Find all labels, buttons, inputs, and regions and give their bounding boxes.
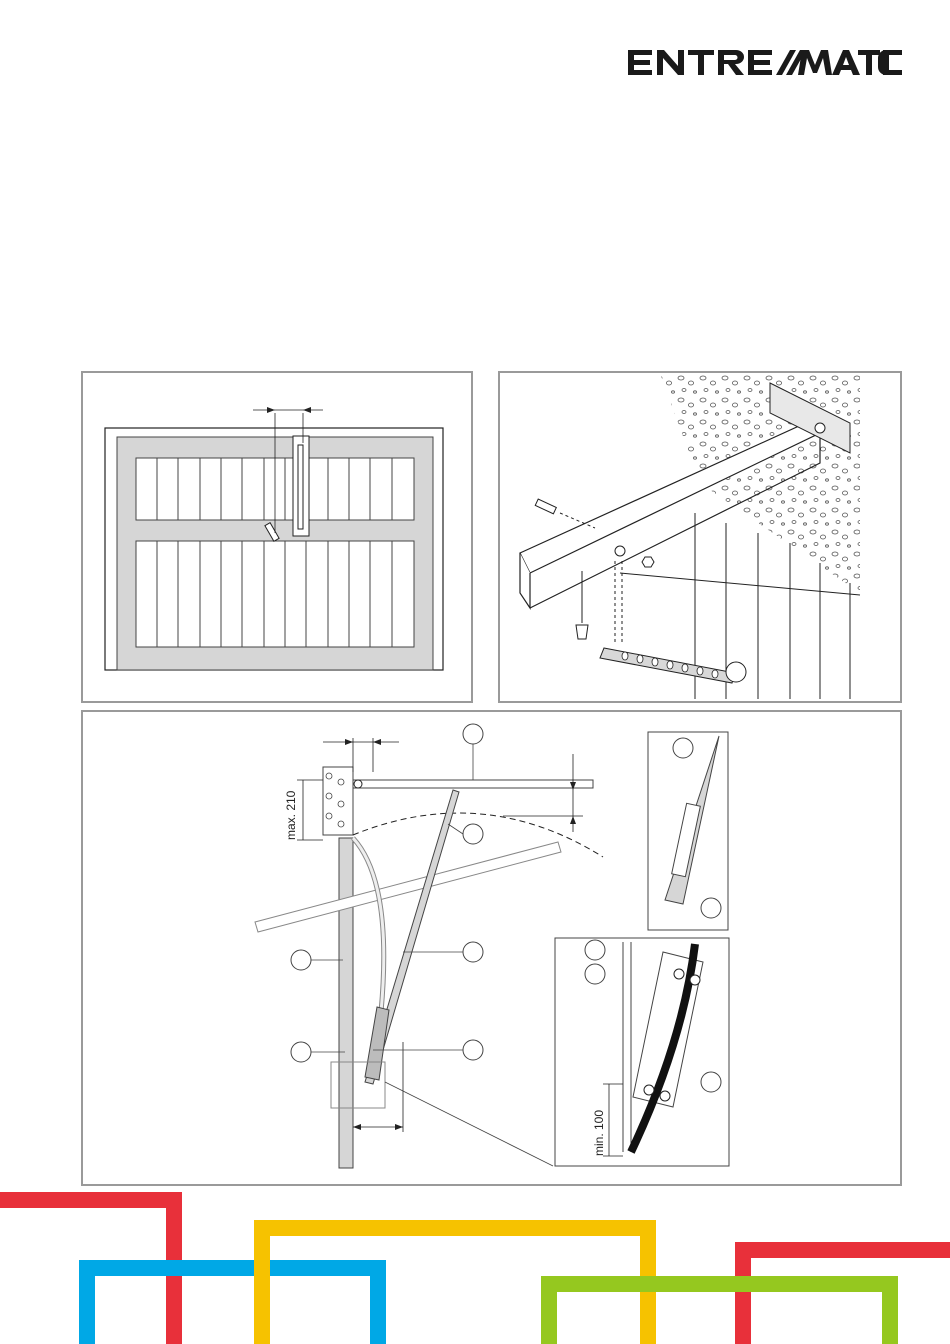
entrematic-logo (626, 46, 902, 78)
min-dimension-label: min. 100 (592, 1109, 606, 1156)
door-arm-side-view-icon (83, 712, 900, 1184)
figure-side-view-panel (81, 710, 902, 1186)
rail-wall-mount-perspective-icon (500, 373, 900, 701)
figure-door-front-panel (81, 371, 473, 703)
decorative-stripes (0, 1180, 950, 1344)
garage-door-front-view-icon (83, 373, 471, 701)
max-dimension-label: max. 210 (284, 790, 298, 840)
figure-rail-mount-panel (498, 371, 902, 703)
